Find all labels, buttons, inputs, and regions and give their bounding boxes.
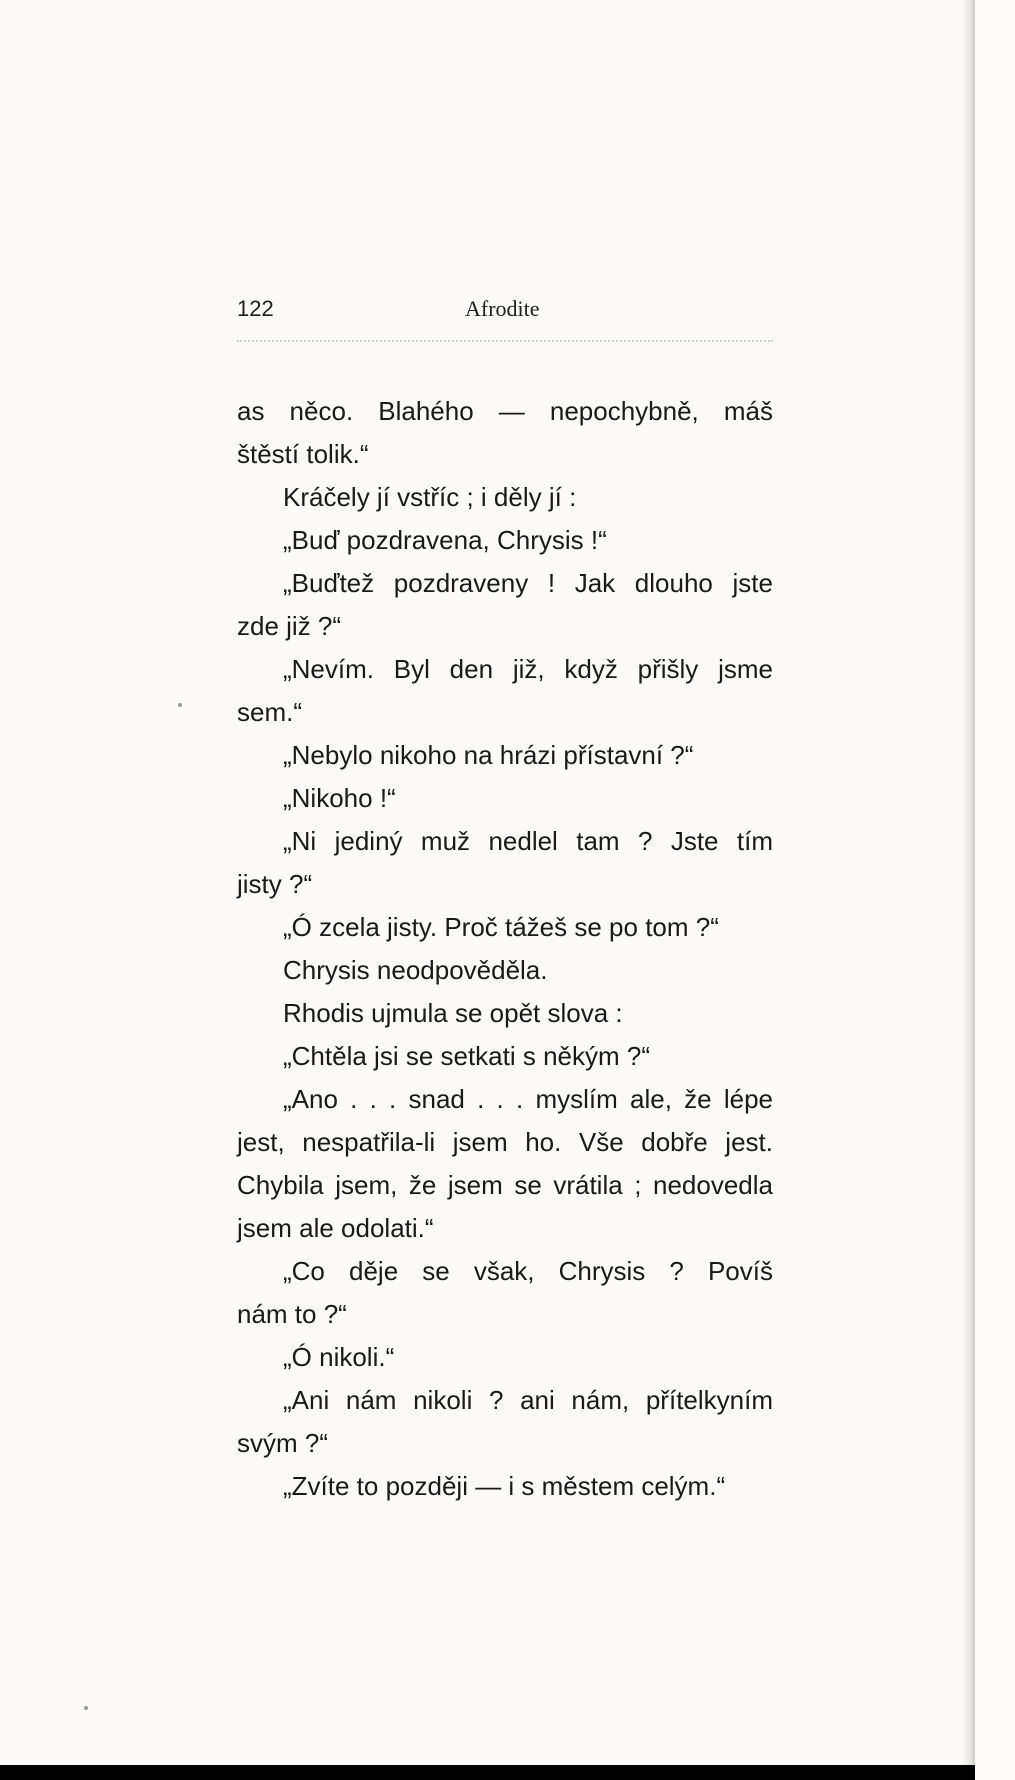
text-line: Chrysis neodpověděla.	[283, 955, 548, 985]
text-line: zde již ?“	[237, 611, 342, 641]
text-line: nám to ?“	[237, 1299, 347, 1329]
text-line: „Chtěla jsi se setkati s někým ?“	[283, 1041, 651, 1071]
text-line: „Buď pozdravena, Chrysis !“	[283, 525, 607, 555]
text-line: „Nebylo nikoho na hrázi přístavní ?“	[283, 740, 694, 770]
page-bottom-edge	[0, 1765, 975, 1780]
text-line: „Ni jediný muž nedlel tam ? Jste tím	[283, 826, 773, 856]
paper-speck	[178, 703, 182, 707]
text-line: jisty ?“	[237, 869, 313, 899]
text-line: sem.“	[237, 697, 302, 727]
text-line: „Nikoho !“	[283, 783, 396, 813]
text-line: „Ani nám nikoli ? ani nám, přítelkyním	[283, 1385, 773, 1415]
text-line: „Nevím. Byl den již, když přišly jsme	[283, 654, 773, 684]
page-number: 122	[237, 296, 274, 321]
text-line: „Ó zcela jisty. Proč tážeš se po tom ?“	[283, 912, 719, 942]
text-line: „Co děje se však, Chrysis ? Povíš	[283, 1256, 773, 1286]
header-rule	[237, 340, 773, 342]
book-spine	[975, 0, 1015, 1780]
text-line: Kráčely jí vstříc ; i děly jí :	[283, 482, 577, 512]
text-line: jest, nespatřila-li jsem ho. Vše dobře jest.	[237, 1127, 773, 1157]
page-gutter-shadow	[962, 0, 975, 1765]
text-line: as něco. Blahého — nepochybně, máš	[237, 396, 773, 426]
text-line: Chybila jsem, že jsem se vrátila ; nedovedla	[237, 1170, 773, 1200]
paper-speck	[84, 1706, 88, 1710]
text-line: jsem ale odolati.“	[237, 1213, 434, 1243]
text-line: štěstí tolik.“	[237, 439, 369, 469]
text-line: Rhodis ujmula se opět slova :	[283, 998, 623, 1028]
body-text	[237, 390, 773, 1508]
text-line: „Ano . . . snad . . . myslím ale, že lépe	[283, 1084, 773, 1114]
text-line: „Ó nikoli.“	[283, 1342, 395, 1372]
text-line: „Zvíte to později — i s městem celým.“	[283, 1471, 726, 1501]
text-line: „Buďtež pozdraveny ! Jak dlouho jste	[283, 568, 773, 598]
running-header	[237, 296, 773, 326]
text-line: svým ?“	[237, 1428, 328, 1458]
running-title: Afrodite	[465, 296, 540, 321]
